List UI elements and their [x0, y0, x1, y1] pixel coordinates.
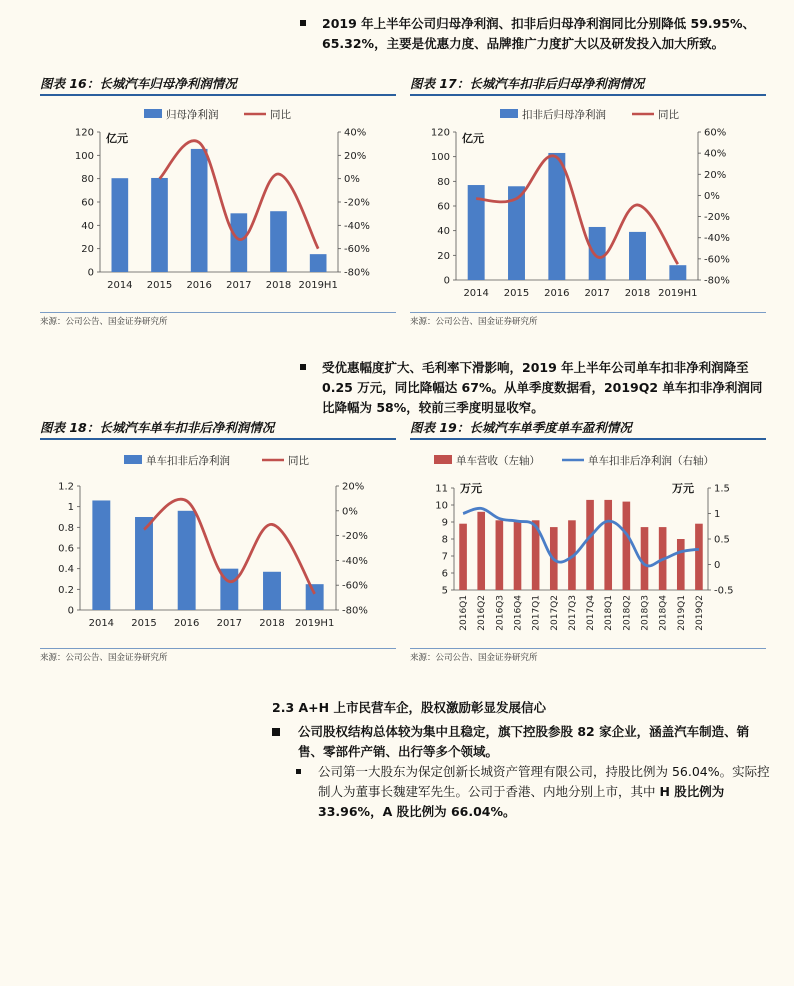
- x-tick-label: 2017Q4: [586, 595, 597, 631]
- bullet-square-icon: [296, 769, 301, 774]
- legend-line-label: 单车扣非后净利润（右轴）: [588, 455, 714, 467]
- fig18-source: 来源：公司公告、国金证券研究所: [40, 648, 396, 664]
- top-bullet-text: 2019 年上半年公司归母净利润、扣非后归母净利润同比分别降低 59.95%、65.32%，主要是优惠力度、品牌推广力度扩大以及研发投入加大所致。: [322, 16, 756, 51]
- fig17-source: 来源：公司公告、国金证券研究所: [410, 312, 766, 328]
- unit-label-right: 万元: [672, 482, 694, 495]
- bullet-square-icon: [300, 20, 306, 26]
- bar: [231, 213, 248, 272]
- bar: [135, 517, 153, 610]
- bar: [306, 584, 324, 610]
- legend-bar-swatch: [434, 455, 452, 464]
- x-tick-label: 2016: [173, 618, 200, 629]
- bar: [92, 500, 110, 610]
- x-tick-label: 2015: [131, 618, 157, 629]
- legend-bar-swatch: [500, 109, 518, 118]
- left-tick-label: 0: [87, 267, 94, 279]
- bar: [629, 232, 646, 280]
- unit-label: 亿元: [106, 132, 128, 145]
- series-line: [476, 156, 678, 264]
- left-tick-label: 10: [435, 500, 448, 512]
- x-tick-label: 2017Q3: [567, 595, 578, 631]
- fig16-chart: [40, 100, 396, 310]
- left-tick-label: 100: [430, 152, 450, 164]
- left-tick-label: 20: [437, 250, 450, 262]
- x-tick-label: 2014: [88, 618, 115, 629]
- x-tick-label: 2017: [584, 288, 610, 299]
- mid-bullet: [300, 358, 770, 418]
- left-tick-label: 60: [437, 201, 450, 213]
- bullet2: [272, 722, 772, 762]
- right-tick-label: -60%: [704, 254, 730, 266]
- x-tick-label: 2015: [503, 288, 530, 299]
- bar: [310, 254, 327, 272]
- bar: [695, 524, 703, 590]
- x-tick-label: 2018Q4: [658, 595, 669, 631]
- left-tick-label: 0: [67, 605, 74, 617]
- bar: [191, 149, 208, 272]
- x-tick-label: 2018: [265, 280, 292, 291]
- left-tick-label: 1.2: [58, 481, 74, 493]
- left-tick-label: 6: [441, 568, 448, 580]
- fig19-source: 来源：公司公告、国金证券研究所: [410, 648, 766, 664]
- right-tick-label: -20%: [342, 531, 368, 543]
- right-tick-label: -0.5: [714, 585, 734, 597]
- x-tick-label: 2018: [624, 288, 651, 299]
- bar: [477, 512, 485, 590]
- fig16-title: 图表 16：长城汽车归母净利润情况: [40, 74, 396, 96]
- right-tick-label: 0%: [344, 174, 360, 186]
- bullet-square-icon: [300, 364, 306, 370]
- bar: [589, 227, 606, 280]
- top-bullet: [300, 14, 770, 54]
- right-tick-label: 20%: [344, 150, 367, 162]
- bar: [514, 522, 522, 590]
- right-tick-label: 20%: [704, 169, 727, 181]
- left-tick-label: 0: [443, 275, 450, 287]
- x-tick-label: 2019H1: [294, 618, 335, 629]
- bar: [151, 178, 168, 272]
- x-tick-label: 2019H1: [298, 280, 338, 291]
- right-tick-label: 1.5: [714, 483, 730, 495]
- fig19-title: 图表 19：长城汽车单季度单车盈利情况: [410, 418, 766, 440]
- bar: [270, 211, 287, 272]
- bar: [669, 265, 686, 280]
- section-title: 2.3 A+H 上市民营车企，股权激励彰显发展信心: [272, 700, 546, 715]
- left-tick-label: 0.6: [58, 543, 74, 555]
- legend-bar-label: 扣非后归母净利润: [522, 109, 606, 121]
- legend-bar-label: 单车营收（左轴）: [456, 455, 540, 467]
- right-tick-label: -20%: [344, 197, 370, 209]
- left-tick-label: 8: [441, 534, 448, 546]
- unit-label: 亿元: [462, 132, 484, 145]
- left-tick-label: 0.8: [58, 522, 74, 534]
- right-tick-label: 40%: [704, 148, 727, 160]
- right-tick-label: -60%: [342, 580, 368, 592]
- x-tick-label: 2018Q2: [622, 595, 633, 631]
- bar: [623, 502, 631, 590]
- right-tick-label: -80%: [704, 275, 730, 287]
- legend-bar-swatch: [124, 455, 142, 464]
- right-tick-label: -40%: [704, 233, 730, 245]
- mid-bullet-text: 受优惠幅度扩大、毛利率下滑影响，2019 年上半年公司单车扣非净利润降至 0.25 万元，同比降幅达 67%。从单季度数据看，2019Q2 单车扣非净利润同比降幅为 58%，较前三季度明显收窄。: [322, 360, 763, 415]
- bar: [459, 524, 467, 590]
- legend-bar-swatch: [144, 109, 162, 118]
- x-tick-label: 2018Q1: [604, 595, 615, 631]
- x-tick-label: 2017Q1: [531, 595, 542, 631]
- bar: [112, 178, 129, 272]
- x-tick-label: 2017: [216, 618, 243, 629]
- right-tick-label: -80%: [344, 267, 370, 279]
- legend-line-label: 同比: [288, 455, 309, 467]
- right-tick-label: 60%: [704, 127, 727, 139]
- left-tick-label: 80: [437, 176, 450, 188]
- bullet3-text: [318, 762, 772, 822]
- x-tick-label: 2016Q4: [513, 595, 524, 631]
- legend-bar-label: 归母净利润: [166, 109, 219, 121]
- left-tick-label: 5: [441, 585, 448, 597]
- fig17-chart: [410, 100, 766, 310]
- right-tick-label: 0: [714, 560, 721, 571]
- left-tick-label: 40: [81, 220, 94, 232]
- x-tick-label: 2018Q3: [640, 595, 651, 631]
- left-tick-label: 9: [441, 517, 448, 529]
- fig18-title: 图表 18：长城汽车单车扣非后净利润情况: [40, 418, 396, 440]
- right-tick-label: 0%: [704, 190, 720, 202]
- legend-line-label: 同比: [658, 109, 679, 121]
- bar: [548, 153, 565, 280]
- left-tick-label: 100: [74, 150, 94, 162]
- right-tick-label: 20%: [342, 481, 365, 493]
- x-tick-label: 2019Q2: [694, 595, 705, 631]
- right-tick-label: -60%: [344, 244, 370, 256]
- right-tick-label: -20%: [704, 212, 730, 224]
- fig17-title: 图表 17：长城汽车扣非后归母净利润情况: [410, 74, 766, 96]
- left-tick-label: 7: [441, 551, 448, 563]
- x-tick-label: 2017Q2: [549, 595, 560, 631]
- x-tick-label: 2019Q1: [676, 595, 687, 631]
- right-tick-label: 0%: [342, 506, 358, 518]
- bullet3-text-a: 公司第一大股东为保定创新长城资产管理有限公司，持股比例为 56.04%。实际控制人为董事长魏建军先生。公司于香港、内地分别上市，其中: [318, 764, 770, 799]
- left-tick-label: 120: [430, 127, 450, 139]
- bar: [178, 511, 196, 610]
- x-tick-label: 2018: [259, 618, 285, 629]
- fig19-chart: [410, 444, 766, 644]
- left-tick-label: 80: [81, 174, 94, 186]
- bullet3: [292, 762, 772, 822]
- x-tick-label: 2016Q3: [495, 595, 506, 631]
- unit-label-left: 万元: [460, 482, 482, 495]
- bar: [263, 572, 281, 610]
- bullet-square-icon: [272, 728, 280, 736]
- legend-line-label: 同比: [270, 109, 291, 121]
- x-tick-label: 2014: [107, 280, 133, 291]
- left-tick-label: 40: [437, 226, 450, 238]
- bar: [677, 539, 685, 590]
- right-tick-label: -40%: [342, 555, 368, 567]
- left-tick-label: 0.4: [58, 564, 74, 576]
- left-tick-label: 1: [67, 502, 74, 514]
- bar: [586, 500, 594, 590]
- right-tick-label: -40%: [344, 220, 370, 232]
- right-tick-label: 0.5: [714, 534, 730, 546]
- bar: [496, 520, 504, 590]
- right-tick-label: 1: [714, 509, 721, 520]
- left-tick-label: 60: [81, 197, 94, 209]
- x-tick-label: 2016Q1: [459, 595, 470, 631]
- x-tick-label: 2016: [544, 288, 570, 299]
- x-tick-label: 2017: [226, 280, 252, 291]
- left-tick-label: 120: [74, 127, 94, 139]
- right-tick-label: 40%: [344, 127, 367, 139]
- right-tick-label: -80%: [342, 605, 368, 617]
- x-tick-label: 2014: [463, 288, 489, 299]
- x-tick-label: 2016: [186, 280, 212, 291]
- x-tick-label: 2015: [146, 280, 173, 291]
- left-tick-label: 11: [435, 483, 448, 495]
- bar: [641, 527, 649, 590]
- x-tick-label: 2019H1: [658, 288, 698, 299]
- legend-bar-label: 单车扣非后净利润: [146, 455, 230, 467]
- bar: [604, 500, 612, 590]
- bullet3-text-b: H 股比例为 33.96%，A 股比例为 66.04%。: [318, 784, 725, 819]
- bullet2-text: 公司股权结构总体较为集中且稳定，旗下控股参股 82 家企业，涵盖汽车制造、销售、零部件产销、出行等多个领域。: [298, 724, 750, 759]
- left-tick-label: 20: [81, 244, 94, 256]
- x-tick-label: 2016Q2: [477, 595, 488, 631]
- fig16-source: 来源：公司公告、国金证券研究所: [40, 312, 396, 328]
- left-tick-label: 0.2: [58, 584, 74, 596]
- fig18-chart: [40, 444, 396, 644]
